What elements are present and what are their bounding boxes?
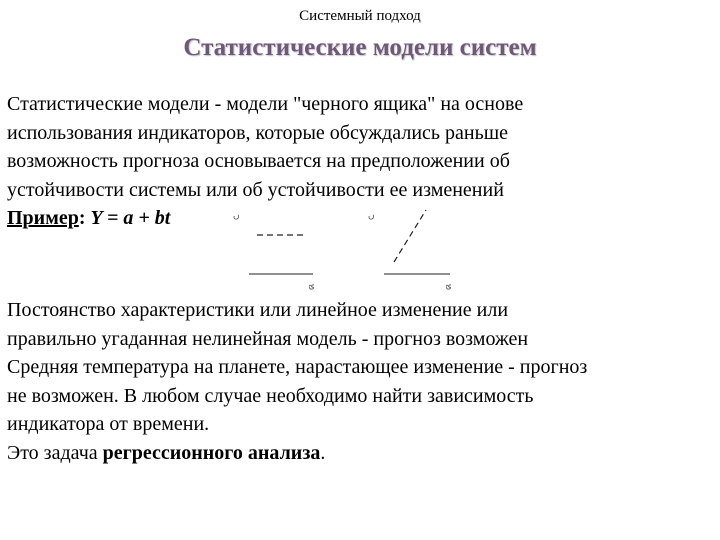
intro-line: Статистические модели - модели "черного ящика" на основе [7,93,524,115]
conclusion-last-line [7,439,719,468]
example-label: Пример [7,207,79,229]
x-axis-label: ؾ [309,281,315,290]
conclusion-last-prefix: Это задача [7,441,103,464]
graph-constant [225,204,325,290]
linear-trend-line [394,210,426,262]
conclusion-line: Постоянство характеристики или линейное изменение или [7,299,509,321]
formula: Y = a + bt [90,207,171,229]
conclusion-paragraph [7,296,719,467]
y-axis-label: ں [233,211,240,221]
conclusion-line: индикатора от времени. [7,413,210,435]
y-axis-label: ں [368,211,375,221]
conclusion-line: не возможен. В любом случае необходимо найти зависимость [7,384,534,407]
regression-analysis-term: регрессионного анализа [102,441,321,464]
example-formula [7,204,170,232]
conclusion-last-suffix: . [320,441,326,464]
x-axis-label: ؾ [446,281,452,290]
slide-title: Статистические модели систем [183,34,537,61]
intro-line: возможность прогноза основывается на предположении об [7,150,510,172]
conclusion-line: Средняя температура на планете, нарастающее изменение - прогноз [7,356,588,378]
intro-paragraph [7,90,719,204]
intro-line: использования индикаторов, которые обсуждались раньше [7,121,509,144]
header-subtitle: Системный подход [299,8,421,24]
example-colon: : [78,207,91,229]
graph-linear [360,204,460,290]
conclusion-line: правильно угаданная нелинейная модель - прогноз возможен [7,327,529,350]
intro-line: устойчивости системы или об устойчивости ее изменений [7,178,504,201]
